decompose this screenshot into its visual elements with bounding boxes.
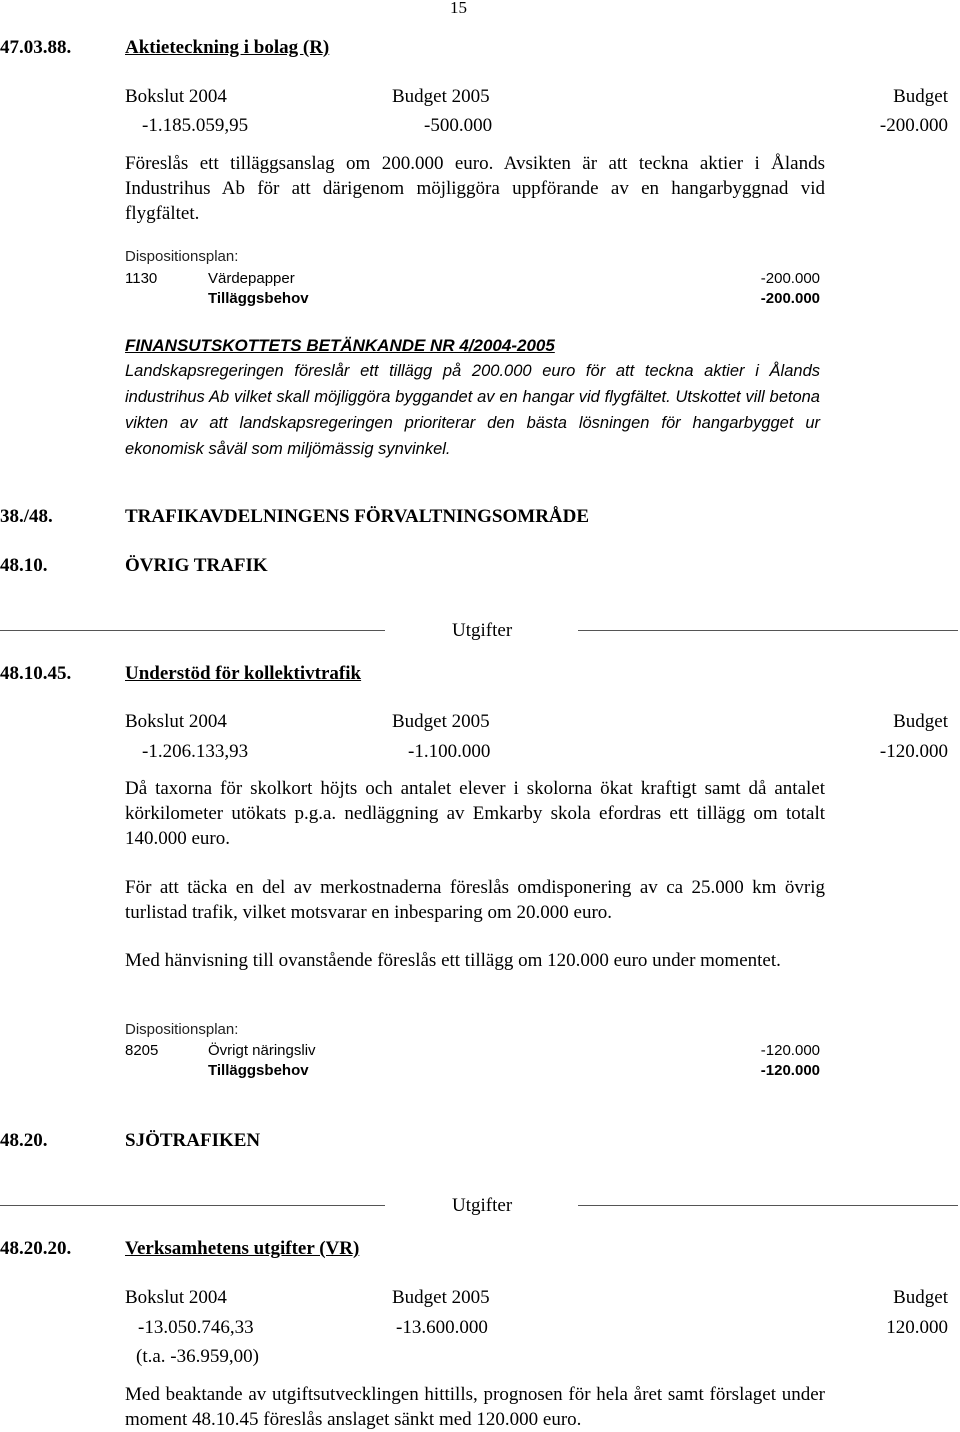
disposition-amount: -120.000: [760, 1042, 820, 1059]
col-bokslut-header: Bokslut 2004: [125, 1287, 227, 1308]
col-budget-header: Budget: [893, 86, 948, 107]
col-budget2005-header: Budget 2005: [392, 86, 490, 107]
paragraph: Föreslås ett tilläggsanslag om 200.000 euro. Avsikten är att teckna aktier i Ålands Industrihus Ab för att därigenom möjliggöra uppförande av en hangarbyggnad vid flygfältet.: [125, 153, 825, 224]
section-number: 47.03.88.: [0, 37, 72, 58]
section-title: ÖVRIG TRAFIK: [125, 555, 268, 576]
disposition-label: Dispositionsplan:: [125, 1021, 239, 1038]
section-number: 48.10.: [0, 555, 48, 576]
divider-line: [0, 630, 385, 631]
divider-line: [578, 630, 958, 631]
paragraph: Då taxorna för skolkort höjts och antalet elever i skolorna ökat kraftigt samt då antalet körkilometer utökats p.g.a. nedläggning av Emkarby skola efordras ett tillägg om totalt 140.000 euro.: [125, 778, 825, 849]
section-number: 48.20.: [0, 1130, 48, 1151]
disposition-code: 8205: [125, 1042, 159, 1059]
section-number: 38./48.: [0, 506, 53, 527]
disposition-total-label: Tilläggsbehov: [208, 1062, 309, 1079]
section-number: 48.10.45.: [0, 663, 72, 684]
section-title: Understöd för kollektivtrafik: [125, 663, 362, 684]
section-title: SJÖTRAFIKEN: [125, 1130, 261, 1151]
col-bokslut-header: Bokslut 2004: [125, 711, 227, 732]
section-title: Verksamhetens utgifter (VR): [125, 1238, 360, 1259]
section-title: Aktieteckning i bolag (R): [125, 37, 330, 58]
val-bokslut: -13.050.746,33: [138, 1317, 254, 1338]
val-bokslut: -1.206.133,93: [142, 741, 249, 762]
disposition-name: Värdepapper: [208, 270, 295, 287]
val-budget: -200.000: [879, 115, 948, 136]
val-bokslut: -1.185.059,95: [142, 115, 249, 136]
col-budget-header: Budget: [893, 711, 948, 732]
utgifter-label: Utgifter: [452, 620, 513, 641]
disposition-label: Dispositionsplan:: [125, 248, 239, 265]
paragraph: Med hänvisning till ovanstående föreslås ett tillägg om 120.000 euro under momentet.: [125, 950, 781, 971]
disposition-amount: -200.000: [760, 270, 820, 287]
val-budget: -120.000: [879, 741, 948, 762]
committee-report-text: Landskapsregeringen föreslår ett tillägg på 200.000 euro för att teckna aktier i Ålands industrihus Ab vilket skall möjliggöra byggandet av en hangar vid flygfältet. Utskottet vill betona vikten av att landskapsregeringen prioriterar den bästa lösningen för hangarbygget ur ekonomisk såväl som miljömässig synvinkel.: [125, 362, 820, 458]
val-budget: 120.000: [886, 1317, 948, 1338]
val-budget2005: -13.600.000: [396, 1317, 488, 1338]
utgifter-label: Utgifter: [452, 1195, 513, 1216]
disposition-total-amount: -200.000: [760, 290, 820, 307]
col-budget2005-header: Budget 2005: [392, 1287, 490, 1308]
committee-report-title: FINANSUTSKOTTETS BETÄNKANDE NR 4/2004-2005: [125, 336, 555, 355]
col-bokslut-header: Bokslut 2004: [125, 86, 227, 107]
disposition-name: Övrigt näringsliv: [208, 1042, 316, 1059]
disposition-total-label: Tilläggsbehov: [208, 290, 309, 307]
col-budget2005-header: Budget 2005: [392, 711, 490, 732]
disposition-code: 1130: [125, 270, 158, 287]
val-bokslut-note: (t.a. -36.959,00): [136, 1346, 259, 1367]
page-number: 15: [450, 0, 467, 17]
paragraph: Med beaktande av utgiftsutvecklingen hittills, prognosen för hela året samt förslaget under moment 48.10.45 föreslås anslaget sänkt med 120.000 euro.: [125, 1384, 825, 1430]
val-budget2005: -500.000: [424, 115, 493, 136]
paragraph: För att täcka en del av merkostnaderna föreslås omdisponering av ca 25.000 km övrig turlistad trafik, vilket motsvarar en inbesparing om 20.000 euro.: [125, 877, 825, 923]
section-number: 48.20.20.: [0, 1238, 72, 1259]
section-title: TRAFIKAVDELNINGENS FÖRVALTNINGSOMRÅDE: [125, 506, 590, 527]
val-budget2005: -1.100.000: [408, 741, 491, 762]
disposition-total-amount: -120.000: [760, 1062, 820, 1079]
divider-line: [578, 1205, 958, 1206]
divider-line: [0, 1205, 385, 1206]
col-budget-header: Budget: [893, 1287, 948, 1308]
